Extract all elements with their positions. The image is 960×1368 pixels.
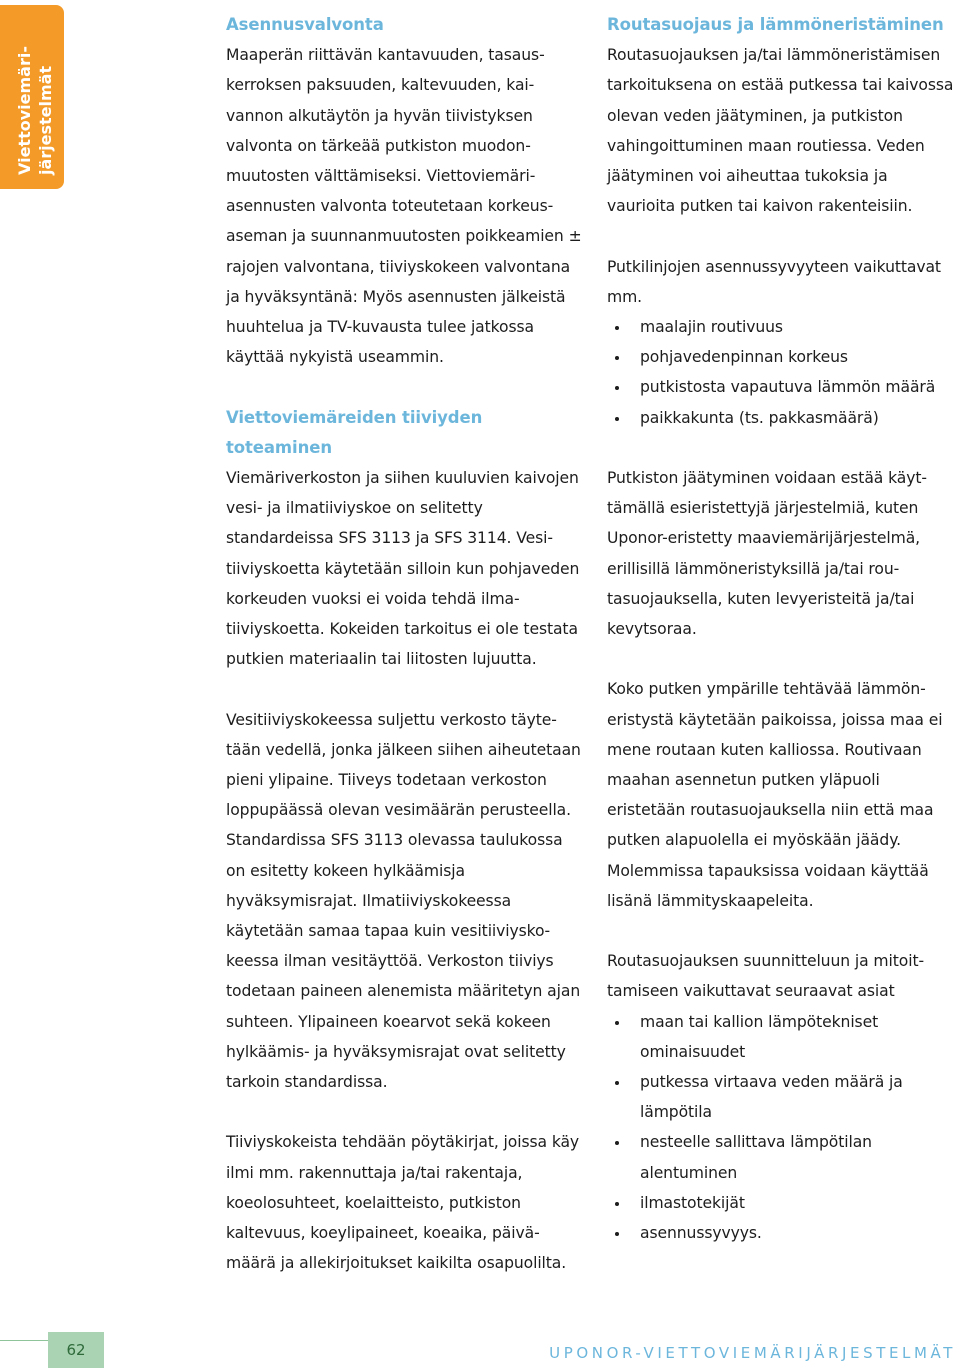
paragraph-asennusvalvonta: Maaperän riittävän kantavuuden, tasauskerroksen paksuuden, kaltevuuden, kaivannon alkutäytön ja hyvän tiivistyksen valvonta on tärkeää putkiston muodonmuutosten välttämiseksi. Viettoviemäriasennusten valvonta toteutetaan korkeusaseman ja suunnanmuutosten poikkeamien ± rajojen valvontana, tiiviyskokeen valvontana ja hyväksyntänä: Myös asennusten jälkeistä huuhtelua ja TV-kuvausta tulee jatkossa käyttää nykyistä useammin. [226,46,582,367]
list-item: paikkakunta (ts. pakkasmäärä) [607,403,959,433]
list-item: pohjavedenpinnan korkeus [607,342,959,372]
paragraph-tiiviys-3: Tiiviyskokeista tehdään pöytäkirjat, joissa käy ilmi mm. rakennuttaja ja/tai rakentaja, koeolosuhteet, koelaitteisto, putkiston kaltevuus, koeylipaineet, koeaika, päivämäärä ja allekirjoitukset kaikilta osapuolilta. [226,1133,580,1273]
right-column [607,10,959,1248]
bullet-list-asennussyvyys [607,312,959,433]
side-tab [0,5,64,189]
paragraph-routasuojaus-3: Putkiston jäätyminen voidaan estää käyttämällä esieristettyjä järjestelmiä, kuten Uponor-eristetty maaviemärijärjestelmä, erillisillä lämmöneristyksillä ja/tai routasuojauksella, kuten levyeristeitä ja/tai kevytsoraa. [607,469,927,639]
paragraph-tiiviys-1: Viemäriverkoston ja siihen kuuluvien kaivojen vesi- ja ilmatiiviyskoe on selitetty standardeissa SFS 3113 ja SFS 3114. Vesitiiviyskoetta käytetään silloin kun pohjaveden korkeuden vuoksi ei voida tehdä ilmatiiviyskoetta. Kokeiden tarkoitus ei ole testata putkien materiaalin tai liitosten lujuutta. [226,469,580,669]
side-tab-label: Viettoviemäri- järjestelmät [15,46,55,175]
paragraph-tiiviys-2: Vesitiiviyskokeessa suljettu verkosto täytetään vedellä, jonka jälkeen siihen aiheutetaan pieni ylipaine. Tiiveys todetaan verkoston loppupäässä olevan vesimäärän perusteella. Standardissa SFS 3113 olevassa taulukossa on esitetty kokeen hylkäämisja hyväksymisrajat. Ilmatiiviyskokeessa käytetään samaa tapaa kuin vesitiiviyskokeessa ilman vesitäyttöä. Verkoston tiiviys todetaan paineen alenemista määritetyn ajan suhteen. Ylipaineen koearvot sekä kokeen hylkäämis- ja hyväksymisrajat ovat selitetty tarkoin standardissa. [226,710,581,1092]
page-number: 62 [48,1332,104,1368]
list-item: nesteelle sallittava lämpötilan alentuminen [607,1127,959,1187]
list-item: putkessa virtaava veden määrä ja lämpötila [607,1067,959,1127]
section-heading-asennusvalvonta: Asennusvalvonta [226,15,384,34]
list-item: ilmastotekijät [607,1188,959,1218]
list-item: putkistosta vapautuva lämmön määrä [607,372,959,402]
paragraph-routasuojaus-2: Putkilinjojen asennussyvyyteen vaikuttavat mm. [607,257,941,306]
paragraph-routasuojaus-4: Koko putken ympärille tehtävää lämmöneristystä käytetään paikoissa, joissa maa ei mene routaan kuten kalliossa. Routivaan maahan asennetun putken yläpuoli eristetään routasuojauksella niin että maa putken alapuolella ei myöskään jäädy. Molemmissa tapauksissa voidaan käyttää lisänä lämmityskaapeleita. [607,680,943,910]
footer-brand: UPONOR-VIETTOVIEMÄRIJÄRJESTELMÄT [549,1344,956,1362]
paragraph-routasuojaus-5: Routasuojauksen suunnitteluun ja mitoittamiseen vaikuttavat seuraavat asiat [607,952,925,1001]
list-item: asennussyvyys. [607,1218,959,1248]
list-item: maan tai kallion lämpötekniset ominaisuudet [607,1007,959,1067]
footer-rule [0,1340,48,1341]
left-column [226,10,582,1278]
section-heading-tiiviys: Viettoviemäreiden tiiviyden toteaminen [226,407,483,457]
bullet-list-mitoitus [607,1007,959,1249]
section-heading-routasuojaus: Routasuojaus ja lämmöneristäminen [607,15,944,34]
paragraph-routasuojaus-1: Routasuojauksen ja/tai lämmöneristämisen tarkoituksena on estää putkessa tai kaivossa olevan veden jäätyminen, ja putkiston vahingoittuminen maan routiessa. Veden jäätyminen voi aiheuttaa tukoksia ja vaurioita putken tai kaivon rakenteisiin. [607,46,954,216]
list-item: maalajin routivuus [607,312,959,342]
